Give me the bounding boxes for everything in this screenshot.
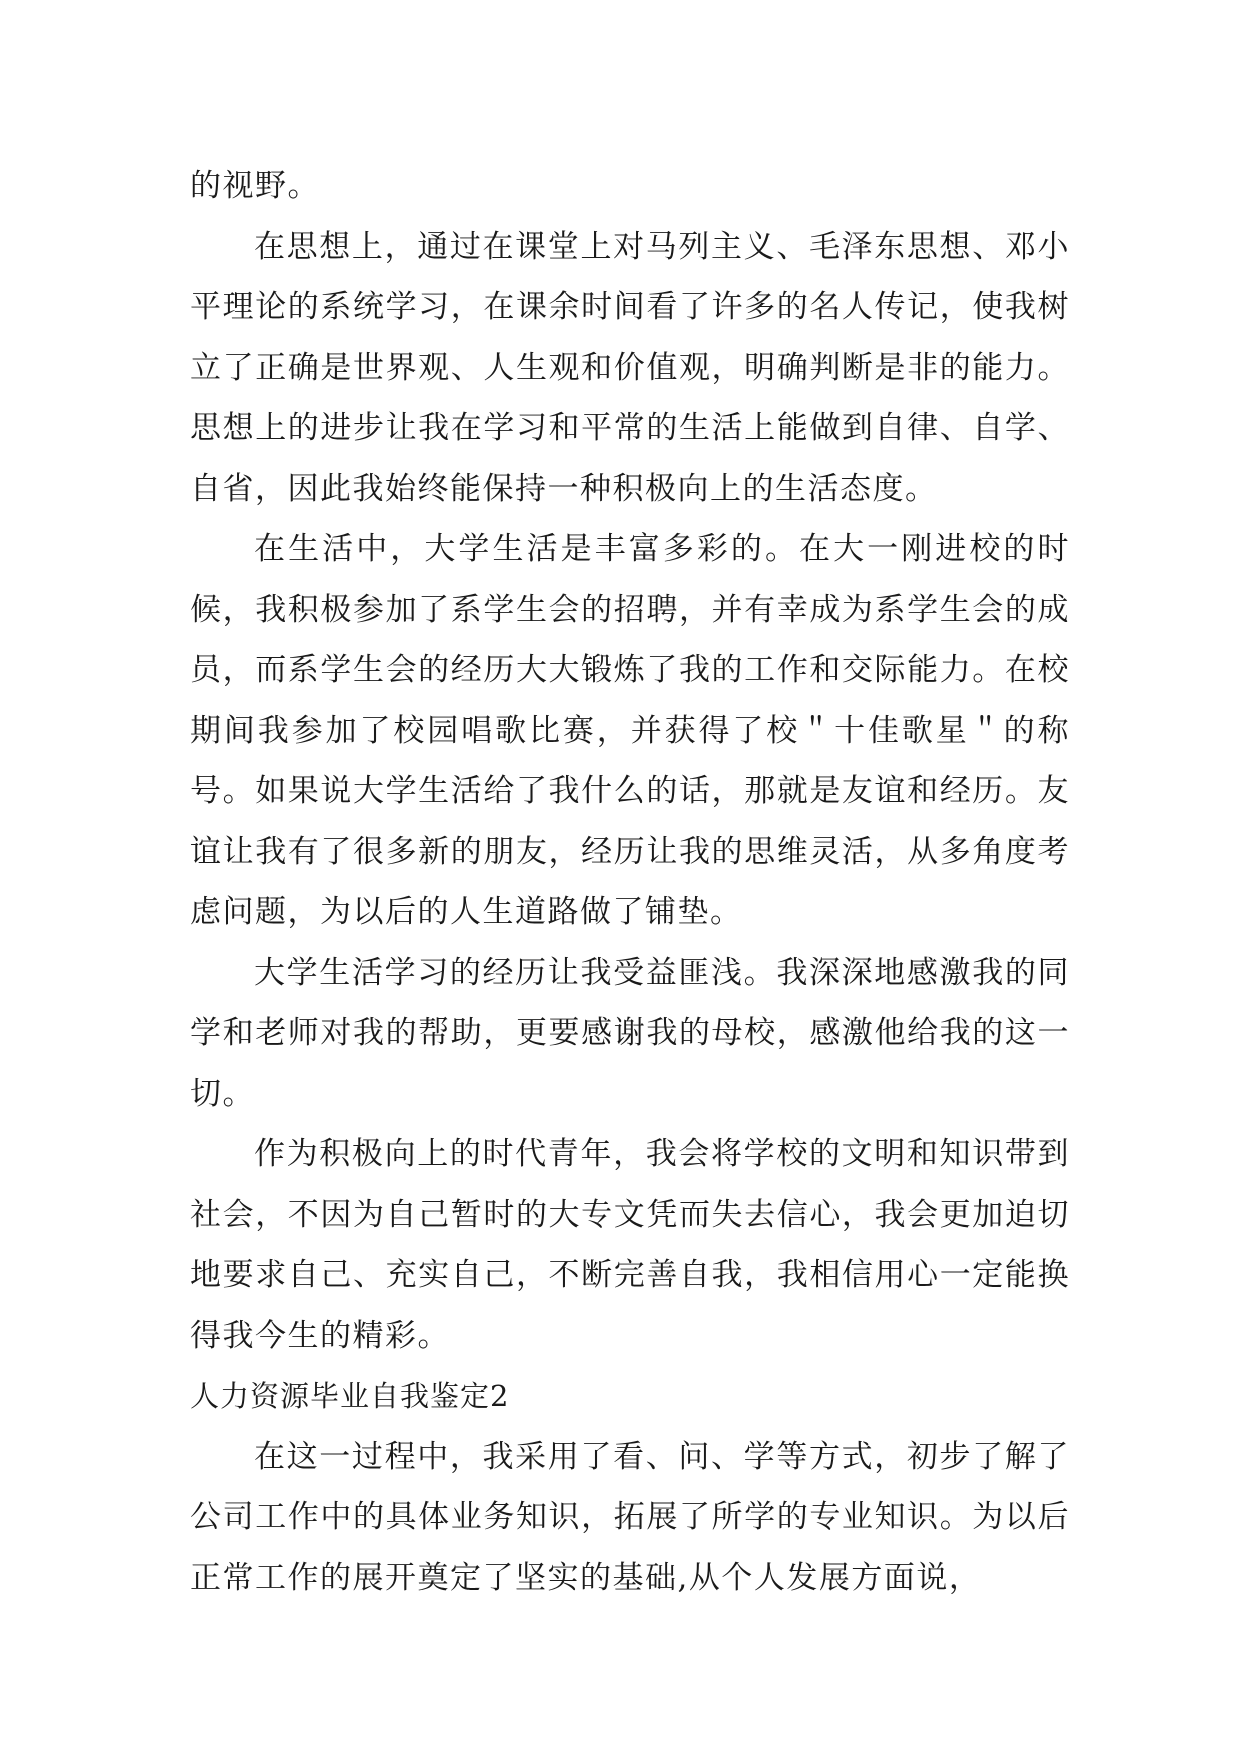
paragraph-continuation: 的视野。 xyxy=(190,168,320,204)
paragraph-life: 在生活中，大学生活是丰富多彩的。在大一刚进校的时候，我积极参加了系学生会的招聘，并有幸成为系学生会的成员，而系学生会的经历大大锻炼了我的工作和交际能力。在校期间我参加了校园唱歌比赛，并获得了校＂十佳歌星＂的称号。如果说大学生活给了我什么的话，那就是友谊和经历。友谊让我有了很多新的朋友，经历让我的思维灵活，从多角度考虑问题，为以后的人生道路做了铺垫。 xyxy=(190,531,1070,930)
paragraph-internship: 在这一过程中，我采用了看、问、学等方式，初步了解了公司工作中的具体业务知识，拓展了所学的专业知识。为以后正常工作的展开奠定了坚实的基础,从个人发展方面说， xyxy=(190,1438,1070,1596)
document-body xyxy=(190,156,1070,1608)
paragraph-future: 作为积极向上的时代青年，我会将学校的文明和知识带到社会，不因为自己暂时的大专文凭而失去信心，我会更加迫切地要求自己、充实自己，不断完善自我，我相信用心一定能换得我今生的精彩。 xyxy=(190,1136,1070,1354)
paragraph-thought: 在思想上，通过在课堂上对马列主义、毛泽东思想、邓小平理论的系统学习，在课余时间看了许多的名人传记，使我树立了正确是世界观、人生观和价值观，明确判断是非的能力。思想上的进步让我在学习和平常的生活上能做到自律、自学、自省，因此我始终能保持一种积极向上的生活态度。 xyxy=(190,228,1070,507)
paragraph-gratitude: 大学生活学习的经历让我受益匪浅。我深深地感激我的同学和老师对我的帮助，更要感谢我的母校，感激他给我的这一切。 xyxy=(190,954,1070,1112)
section-heading: 人力资源毕业自我鉴定2 xyxy=(190,1379,510,1413)
